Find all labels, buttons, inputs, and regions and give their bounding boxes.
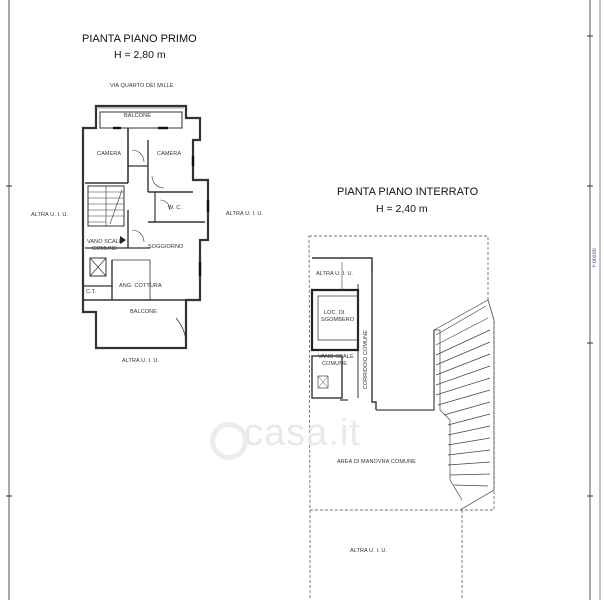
room-label-ct: C.T.: [86, 289, 97, 295]
room-label-angolo-cottura: ANG. COTTURA: [119, 283, 162, 289]
upper-plan-height: H = 2,80 m: [114, 49, 166, 61]
basement-label-altra-bottom: ALTRA U. I. U.: [350, 548, 388, 554]
room-label-balcone-top: BALCONE: [124, 113, 151, 119]
margin-label: Foresti: [592, 248, 598, 268]
room-label-wc: W. C.: [168, 205, 182, 211]
basement-label-locale-2: SGOMBERO: [321, 317, 355, 323]
upper-plan-title: PIANTA PIANO PRIMO: [82, 33, 197, 45]
neighbor-label-right: ALTRA U. I. U.: [226, 211, 264, 217]
basement-plan-height: H = 2,40 m: [376, 203, 428, 215]
basement-label-locale-1: LOC. DI: [324, 310, 345, 316]
room-label-comune: COMUNE: [92, 246, 118, 252]
room-label-camera-left: CAMERA: [97, 151, 122, 157]
watermark: casa.it: [244, 412, 361, 454]
neighbor-label-bottom: ALTRA U. I. U.: [122, 358, 160, 364]
watermark-logo-icon: [210, 422, 248, 460]
basement-label-corridoio: CORRIDOIO COMUNE: [363, 330, 369, 390]
basement-label-vano-scale: VANO SCALE: [318, 354, 354, 360]
street-label: VIA QUARTO DEI MILLE: [110, 83, 174, 89]
basement-label-comune: COMUNE: [322, 361, 348, 367]
basement-plan-title: PIANTA PIANO INTERRATO: [337, 186, 479, 198]
room-label-vano-scale: VANO SCALE: [87, 239, 123, 245]
neighbor-label-left: ALTRA U. I. U.: [31, 212, 69, 218]
basement-label-area-manovra: AREA DI MANOVRA COMUNE: [337, 459, 416, 465]
room-label-camera-right: CAMERA: [157, 151, 182, 157]
room-label-balcone-bottom: BALCONE: [130, 309, 157, 315]
room-label-soggiorno: SOGGIORNO: [148, 244, 184, 250]
basement-label-altra-top: ALTRA U. I. U.: [316, 271, 354, 277]
